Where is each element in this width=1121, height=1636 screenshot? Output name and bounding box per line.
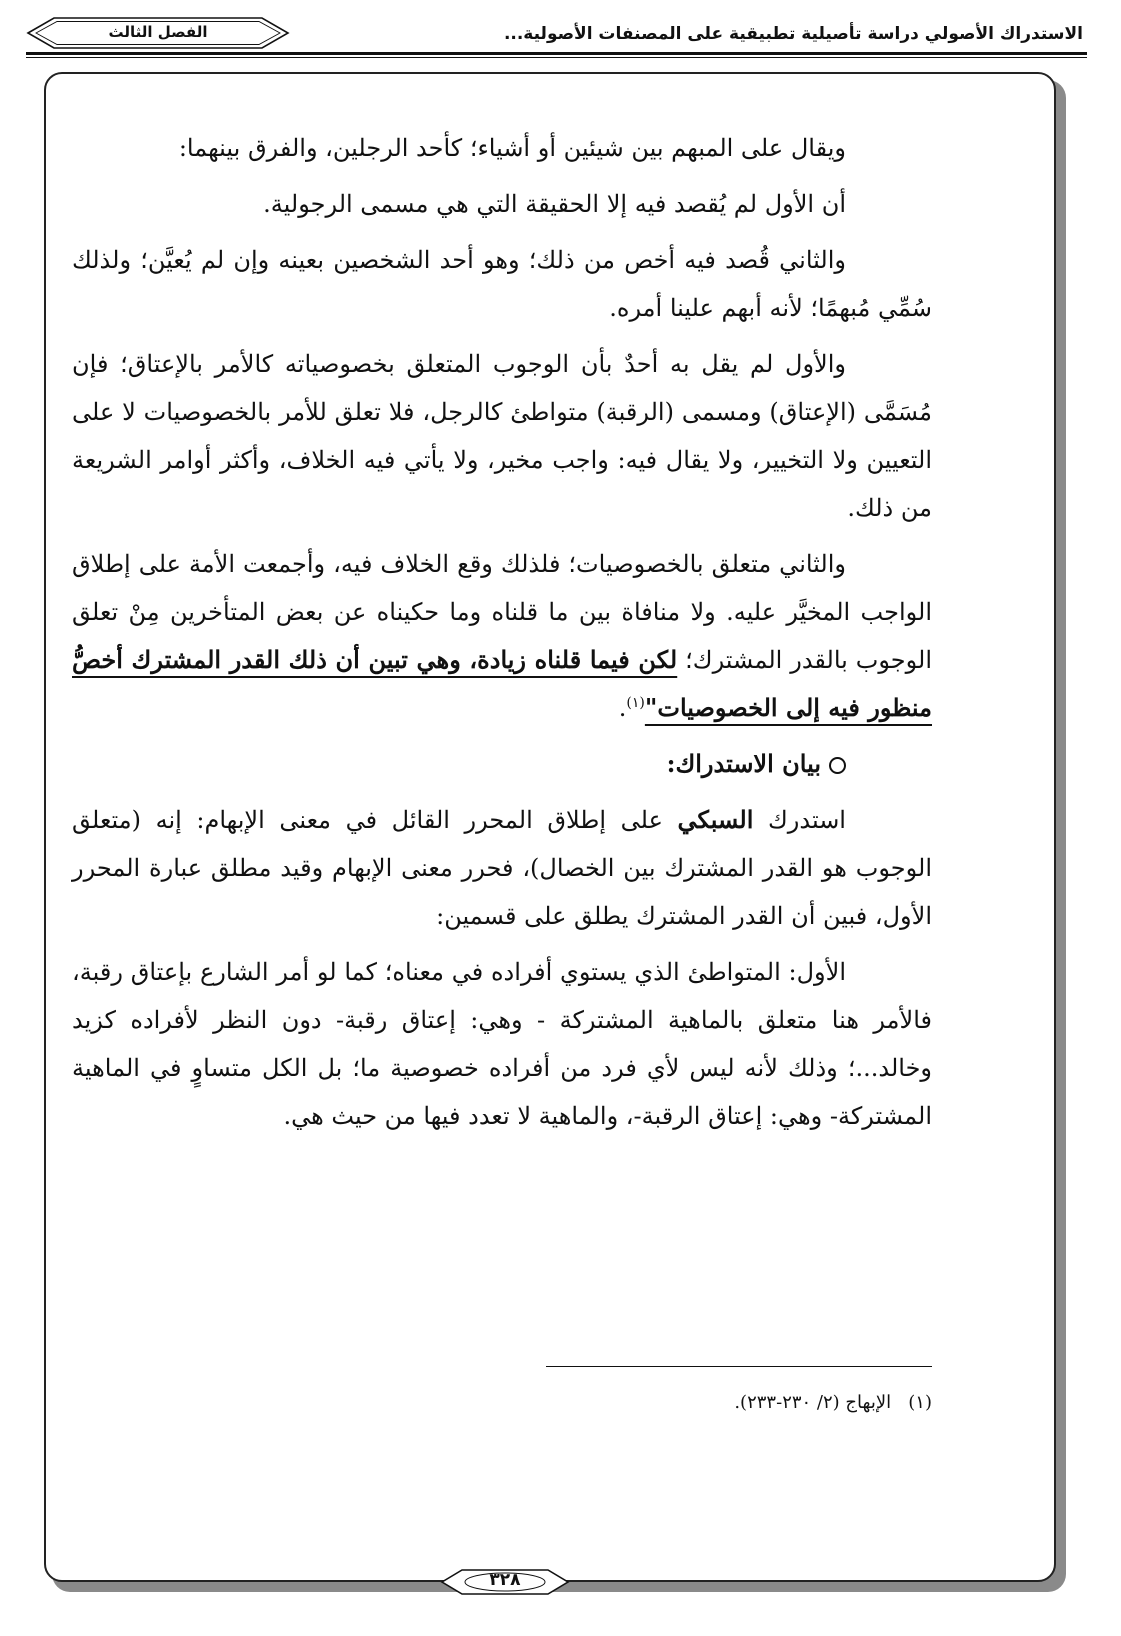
book-title: الاستدراك الأصولي دراسة تأصيلية تطبيقية على المصنفات الأصولية...	[503, 24, 1083, 44]
circle-bullet-icon	[829, 757, 846, 774]
body-text	[72, 124, 932, 1148]
footnote	[372, 1388, 932, 1418]
footnote-number: (١)	[908, 1392, 932, 1413]
paragraph-2: أن الأول لم يُقصد فيه إلا الحقيقة التي هي مسمى الرجولية.	[263, 190, 846, 218]
chapter-label: الفصل الثالث	[108, 23, 208, 41]
paragraph-6-start: استدرك	[767, 806, 846, 834]
paragraph-5	[72, 540, 932, 732]
paragraph-6	[72, 796, 932, 940]
paragraph-5-plain: والثاني متعلق بالخصوصيات؛ فلذلك وقع الخلاف فيه، وأجمعت الأمة على إطلاق الواجب المخيَّر عليه. ولا منافاة بين ما قلناه وما حكيناه عن بعض المتأخرين مِنْ تعلق الوجوب بالقدر المشترك؛	[72, 550, 932, 674]
footnote-divider	[546, 1366, 932, 1367]
section-heading	[72, 740, 932, 788]
paragraph-4: والأول لم يقل به أحدٌ بأن الوجوب المتعلق بخصوصياته كالأمر بالإعتاق؛ فإن مُسَمَّى (الإعتاق) ومسمى (الرقبة) متواطئ كالرجل، فلا تعلق للأمر بالخصوصيات لا على التعيين ولا التخيير، ولا يقال فيه: واجب مخير، ولا يأتي فيه الخلاف، وأكثر أوامر الشريعة من ذلك.	[72, 350, 932, 522]
scholar-name: السبكي	[677, 805, 754, 834]
page-number-badge	[440, 1566, 570, 1598]
paragraph-5-end: .	[618, 694, 627, 722]
header-rule	[26, 52, 1087, 58]
paragraph-6-rest: على إطلاق المحرر القائل في معنى الإبهام: إنه (متعلق الوجوب هو القدر المشترك بين الخصال)، فحرر معنى الإبهام وقيد مطلق عبارة المحرر الأول، فبين أن القدر المشترك يطلق على قسمين:	[72, 806, 932, 930]
footnote-text: الإبهاج (٢/ ٢٣٠-٢٣٣).	[734, 1392, 892, 1413]
paragraph-3: والثاني قُصد فيه أخص من ذلك؛ وهو أحد الشخصين بعينه وإن لم يُعيَّن؛ ولذلك سُمِّي مُبهمًا؛ لأنه أبهم علينا أمره.	[72, 246, 932, 322]
paragraph-7: الأول: المتواطئ الذي يستوي أفراده في معناه؛ كما لو أمر الشارع بإعتاق رقبة، فالأمر هنا متعلق بالماهية المشتركة - وهي: إعتاق رقبة- دون النظر لأفراده كزيد وخالد...؛ وذلك لأنه ليس لأي فرد من أفراده خصوصية ما؛ بل الكل متساوٍ في الماهية المشتركة- وهي: إعتاق الرقبة-، والماهية لا تعدد فيها من حيث هي.	[72, 958, 932, 1130]
footnote-ref: (١)	[626, 695, 645, 711]
paragraph-1: ويقال على المبهم بين شيئين أو أشياء؛ كأحد الرجلين، والفرق بينهما:	[178, 134, 846, 162]
page-number: ٣٢٨	[489, 1570, 521, 1590]
paragraph-5-emphasis: لكن فيما قلناه زيادة، وهي تبين أن ذلك القدر المشترك أخصُّ منظور فيه إلى الخصوصيات"	[72, 645, 932, 722]
section-heading-text: بيان الاستدراك:	[666, 749, 821, 778]
chapter-tab	[26, 14, 290, 52]
